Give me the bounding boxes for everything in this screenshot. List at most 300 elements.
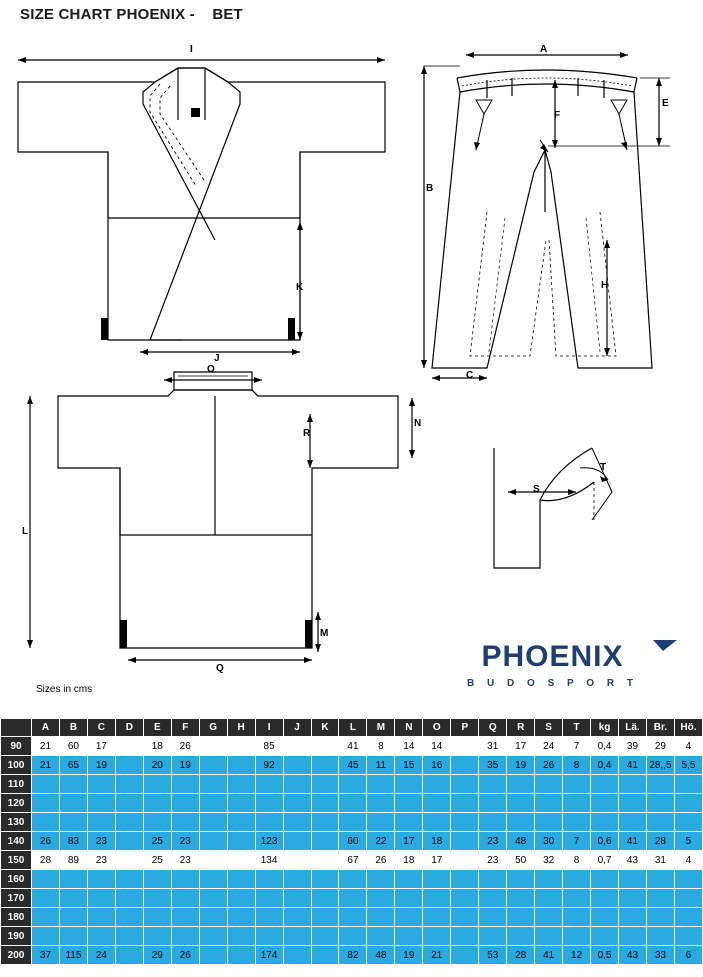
table-cell [255,813,283,832]
table-cell [255,870,283,889]
table-cell: 4 [674,737,702,756]
table-cell [32,927,60,946]
table-row [1,870,703,889]
table-cell [507,775,535,794]
table-cell: 28 [32,851,60,870]
table-col-header-Hö.: Hö. [674,719,702,737]
table-cell [227,737,255,756]
table-cell [619,813,647,832]
table-cell [563,794,591,813]
table-cell [115,870,143,889]
table-cell [115,756,143,775]
table-cell: 26 [171,737,199,756]
table-col-header-I: I [255,719,283,737]
table-cell: 5,5 [674,756,702,775]
table-cell [479,927,507,946]
table-cell [674,813,702,832]
table-cell: 26 [367,851,395,870]
table-cell: 53 [479,946,507,965]
table-col-header-E: E [143,719,171,737]
table-cell: 20 [143,756,171,775]
table-cell [507,870,535,889]
table-cell [227,775,255,794]
table-cell [423,813,451,832]
table-cell [283,870,311,889]
table-cell [563,908,591,927]
table-cell [339,870,367,889]
table-row-size: 180 [1,908,32,927]
table-cell [283,737,311,756]
label-T: T [600,462,607,473]
table-row-size: 110 [1,775,32,794]
table-cell: 0,7 [591,851,619,870]
label-S: S [533,484,540,495]
table-cell [59,889,87,908]
table-cell: 23 [87,851,115,870]
table-row [1,927,703,946]
table-cell [283,851,311,870]
table-col-header-H: H [227,719,255,737]
table-cell: 0,6 [591,832,619,851]
table-cell [32,889,60,908]
table-cell [283,794,311,813]
table-cell: 19 [395,946,423,965]
table-cell [367,927,395,946]
table-cell [674,908,702,927]
table-cell: 5 [674,832,702,851]
table-cell [451,870,479,889]
table-cell [535,908,563,927]
table-cell: 85 [255,737,283,756]
table-col-header-L: L [339,719,367,737]
table-cell [199,756,227,775]
table-cell [255,889,283,908]
table-cell [619,794,647,813]
table-row-size: 190 [1,927,32,946]
table-cell: 29 [143,946,171,965]
table-cell: 19 [507,756,535,775]
table-cell [311,908,339,927]
table-cell: 48 [507,832,535,851]
table-cell [59,794,87,813]
table-cell [311,889,339,908]
table-cell [283,756,311,775]
table-cell: 29 [646,737,674,756]
table-cell: 28,,5 [646,756,674,775]
table-row [1,889,703,908]
table-cell [563,813,591,832]
table-cell: 32 [535,851,563,870]
table-cell [367,794,395,813]
table-cell [311,756,339,775]
table-col-header-B: B [59,719,87,737]
table-cell [227,946,255,965]
table-cell [87,889,115,908]
table-cell: 8 [563,756,591,775]
table-cell: 134 [255,851,283,870]
table-cell [451,756,479,775]
label-K: K [296,282,304,293]
table-cell [311,813,339,832]
table-cell [451,832,479,851]
table-cell [227,889,255,908]
table-cell [32,794,60,813]
table-cell [87,908,115,927]
table-cell: 45 [339,756,367,775]
table-cell: 17 [87,737,115,756]
table-cell [115,794,143,813]
table-row-size: 130 [1,813,32,832]
table-col-header-T: T [563,719,591,737]
table-cell [619,889,647,908]
table-row [1,813,703,832]
table-cell [507,813,535,832]
table-cell [646,794,674,813]
table-cell: 18 [143,737,171,756]
table-cell [563,927,591,946]
table-row [1,946,703,965]
table-cell: 23 [87,832,115,851]
table-cell [535,889,563,908]
table-cell [115,851,143,870]
table-cell: 19 [171,756,199,775]
table-cell: 23 [171,832,199,851]
table-cell [283,813,311,832]
table-cell: 11 [367,756,395,775]
table-cell [591,927,619,946]
table-cell [395,813,423,832]
table-cell: 41 [619,832,647,851]
table-row [1,908,703,927]
table-cell [339,775,367,794]
table-cell [479,889,507,908]
phoenix-logo-tagline: B U D O S P O R T [467,678,638,689]
table-col-header-Lä.: Lä. [619,719,647,737]
table-cell [255,927,283,946]
table-cell [339,927,367,946]
table-cell [87,813,115,832]
table-cell: 16 [423,756,451,775]
table-cell [171,908,199,927]
table-row-size: 200 [1,946,32,965]
table-cell [479,870,507,889]
table-col-header-Q: Q [479,719,507,737]
table-cell [143,775,171,794]
table-cell [451,813,479,832]
table-cell: 92 [255,756,283,775]
table-cell: 41 [535,946,563,965]
table-cell [591,794,619,813]
table-cell [199,737,227,756]
table-cell: 50 [507,851,535,870]
table-cell: 48 [367,946,395,965]
table-row [1,737,703,756]
table-cell [535,775,563,794]
table-cell: 43 [619,946,647,965]
table-cell: 8 [563,851,591,870]
table-cell [507,927,535,946]
table-col-header-M: M [367,719,395,737]
table-cell [311,927,339,946]
table-cell: 22 [367,832,395,851]
table-cell [674,870,702,889]
table-row-size: 90 [1,737,32,756]
table-cell [423,927,451,946]
table-cell: 60 [339,832,367,851]
table-cell [143,813,171,832]
table-cell [311,775,339,794]
table-cell [674,775,702,794]
table-col-header-kg: kg [591,719,619,737]
table-cell [507,794,535,813]
table-cell: 25 [143,832,171,851]
table-cell [143,908,171,927]
table-cell [143,927,171,946]
table-cell [283,946,311,965]
table-col-header-N: N [395,719,423,737]
table-col-header-K: K [311,719,339,737]
table-row [1,851,703,870]
table-cell [115,908,143,927]
table-cell [59,927,87,946]
table-cell [535,794,563,813]
table-cell [451,927,479,946]
table-cell [674,889,702,908]
label-N: N [414,418,422,429]
table-cell [395,889,423,908]
table-cell: 65 [59,756,87,775]
table-cell [199,794,227,813]
table-cell [115,889,143,908]
label-J: J [214,353,220,364]
table-cell: 0,5 [591,946,619,965]
table-col-header-R: R [507,719,535,737]
table-cell: 67 [339,851,367,870]
table-cell [311,946,339,965]
table-cell: 7 [563,832,591,851]
table-cell: 23 [171,851,199,870]
sizes-note: Sizes in cms [36,684,93,695]
table-cell: 15 [395,756,423,775]
table-cell: 25 [143,851,171,870]
table-cell [199,946,227,965]
table-cell: 21 [423,946,451,965]
table-cell: 41 [619,756,647,775]
table-cell: 17 [395,832,423,851]
table-cell [32,813,60,832]
table-cell: 31 [646,851,674,870]
table-cell [367,775,395,794]
table-cell: 12 [563,946,591,965]
table-cell [255,775,283,794]
table-cell: 4 [674,851,702,870]
table-cell: 0,4 [591,756,619,775]
table-cell [423,870,451,889]
table-cell: 14 [395,737,423,756]
table-cell [591,775,619,794]
table-cell [227,794,255,813]
table-cell [479,908,507,927]
table-cell [339,889,367,908]
table-col-header-P: P [451,719,479,737]
table-cell [395,775,423,794]
table-cell [451,889,479,908]
table-cell: 28 [646,832,674,851]
table-cell [339,813,367,832]
table-cell [199,832,227,851]
table-cell [87,927,115,946]
table-cell [535,813,563,832]
page-title: SIZE CHART PHOENIX - BET [20,6,243,23]
table-cell: 60 [59,737,87,756]
table-cell [619,908,647,927]
table-cell [87,870,115,889]
table-cell [646,927,674,946]
table-cell [339,794,367,813]
table-cell [563,889,591,908]
table-cell [227,870,255,889]
table-cell [115,775,143,794]
table-header-row [1,719,703,737]
table-cell [451,794,479,813]
table-cell [171,870,199,889]
table-col-header-F: F [171,719,199,737]
table-cell [646,775,674,794]
table-cell: 24 [535,737,563,756]
table-cell [143,794,171,813]
table-cell [423,908,451,927]
table-cell: 23 [479,832,507,851]
table-cell [619,927,647,946]
table-cell [199,813,227,832]
table-row [1,756,703,775]
table-cell [674,794,702,813]
table-col-header-S: S [535,719,563,737]
table-cell [32,908,60,927]
table-cell [143,870,171,889]
size-chart-table [0,718,703,965]
table-row [1,832,703,851]
table-cell [227,813,255,832]
table-cell [563,775,591,794]
table-cell [339,908,367,927]
table-cell [283,927,311,946]
table-body [1,737,703,965]
table-col-header-A: A [32,719,60,737]
table-cell: 123 [255,832,283,851]
table-cell [311,737,339,756]
table-cell [646,889,674,908]
table-cell [367,813,395,832]
label-H: H [601,280,609,291]
table-cell [283,908,311,927]
table-cell [227,756,255,775]
table-cell [59,813,87,832]
table-row-size: 140 [1,832,32,851]
table-cell [227,908,255,927]
table-cell: 24 [87,946,115,965]
table-col-header-G: G [199,719,227,737]
label-F: F [554,110,561,121]
table-cell [395,794,423,813]
label-I: I [190,44,193,55]
label-R: R [303,428,311,439]
table-cell [199,889,227,908]
table-corner-cell [1,719,32,737]
table-cell [479,813,507,832]
table-cell [451,908,479,927]
table-cell [32,775,60,794]
table-col-header-C: C [87,719,115,737]
table-cell [423,794,451,813]
table-cell [255,908,283,927]
table-cell [367,908,395,927]
table-cell [507,889,535,908]
table-cell: 83 [59,832,87,851]
table-cell: 43 [619,851,647,870]
table-cell: 21 [32,756,60,775]
table-cell: 28 [507,946,535,965]
table-cell: 17 [423,851,451,870]
table-cell: 31 [479,737,507,756]
table-cell: 23 [479,851,507,870]
table-row [1,794,703,813]
table-cell [367,889,395,908]
table-cell [535,927,563,946]
table-cell [451,851,479,870]
table-row-size: 150 [1,851,32,870]
table-cell [535,870,563,889]
label-Q: Q [216,663,224,674]
table-cell [59,870,87,889]
table-cell [115,813,143,832]
table-cell: 18 [395,851,423,870]
table-cell [395,870,423,889]
table-cell: 14 [423,737,451,756]
phoenix-logo [420,640,685,689]
table-cell [255,794,283,813]
table-cell: 26 [171,946,199,965]
table-row-size: 170 [1,889,32,908]
table-row-size: 120 [1,794,32,813]
table-cell [311,832,339,851]
table-cell [115,927,143,946]
table-cell [171,794,199,813]
table-cell [283,832,311,851]
table-cell: 37 [32,946,60,965]
table-cell [199,775,227,794]
table-cell [591,870,619,889]
table-cell [591,908,619,927]
table-cell [423,775,451,794]
table-cell [451,737,479,756]
table-cell [171,813,199,832]
table-cell [619,775,647,794]
table-cell: 82 [339,946,367,965]
table-cell [115,832,143,851]
table-cell [283,889,311,908]
table-cell: 26 [535,756,563,775]
table-col-header-D: D [115,719,143,737]
phoenix-logo-wordmark: PHOENIX [481,640,624,673]
table-cell [171,927,199,946]
table-cell [563,870,591,889]
table-cell [646,908,674,927]
table-cell [283,775,311,794]
table-cell [199,908,227,927]
table-cell [479,794,507,813]
table-cell [32,870,60,889]
